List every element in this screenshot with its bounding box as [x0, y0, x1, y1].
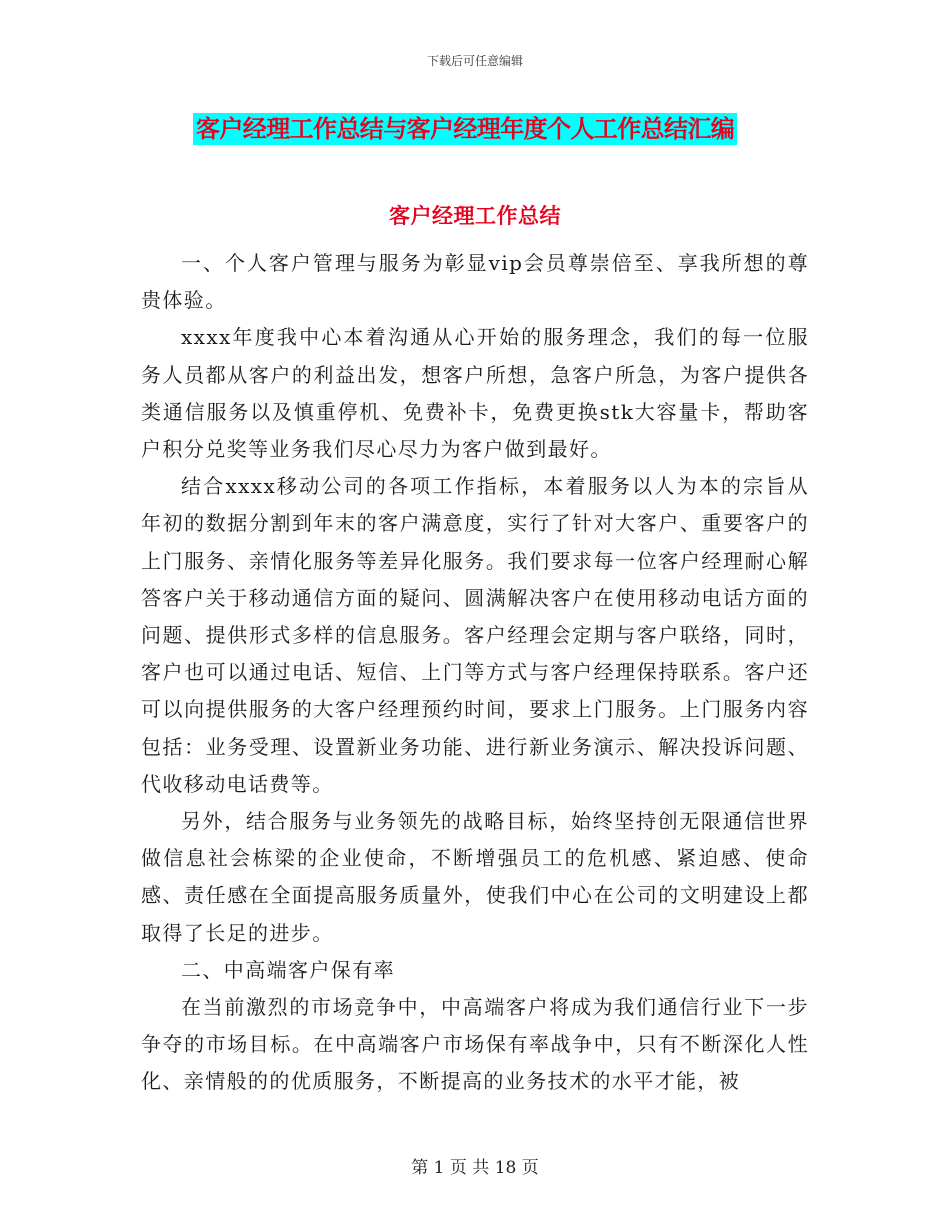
section-heading: 二、中高端客户保有率: [181, 957, 395, 982]
page-header-note: 下载后可任意编辑: [426, 54, 523, 68]
paragraph: 一、个人客户管理与服务为彰显vip会员尊崇倍至、享我所想的尊贵体验。: [141, 251, 809, 313]
document-body: [141, 245, 809, 1101]
paragraph: 另外，结合服务与业务领先的战略目标，始终坚持创无限通信世界做信息社会栋梁的企业使命，不断增强员工的危机感、紧迫感、使命感、责任感在全面提高服务质量外，使我们中心在公司的文明建设上都取得了长足的进步。: [141, 809, 809, 945]
document-title: 客户经理工作总结与客户经理年度个人工作总结汇编: [193, 113, 737, 145]
page-number: 第 1 页 共 18 页: [411, 1158, 539, 1178]
paragraph: 结合xxxx移动公司的各项工作指标，本着服务以人为本的宗旨从年初的数据分割到年末的客户满意度，实行了针对大客户、重要客户的上门服务、亲情化服务等差异化服务。我们要求每一位客户经理耐心解答客户关于移动通信方面的疑问、圆满解决客户在使用移动电话方面的问题、提供形式多样的信息服务。客户经理会定期与客户联络，同时，客户也可以通过电话、短信、上门等方式与客户经理保持联系。客户还可以向提供服务的大客户经理预约时间，要求上门服务。上门服务内容包括：业务受理、设置新业务功能、进行新业务演示、解决投诉问题、代收移动电话费等。: [141, 474, 809, 796]
paragraph: 在当前激烈的市场竞争中，中高端客户将成为我们通信行业下一步争夺的市场目标。在中高端客户市场保有率战争中，只有不断深化人性化、亲情般的的优质服务，不断提高的业务技术的水平才能，被: [141, 995, 809, 1094]
section-title: 客户经理工作总结: [389, 204, 561, 228]
paragraph: xxxx年度我中心本着沟通从心开始的服务理念，我们的每一位服务人员都从客户的利益出发，想客户所想，急客户所急，为客户提供各类通信服务以及慎重停机、免费补卡，免费更换stk大容量卡，帮助客户积分兑奖等业务我们尽心尽力为客户做到最好。: [141, 325, 809, 462]
